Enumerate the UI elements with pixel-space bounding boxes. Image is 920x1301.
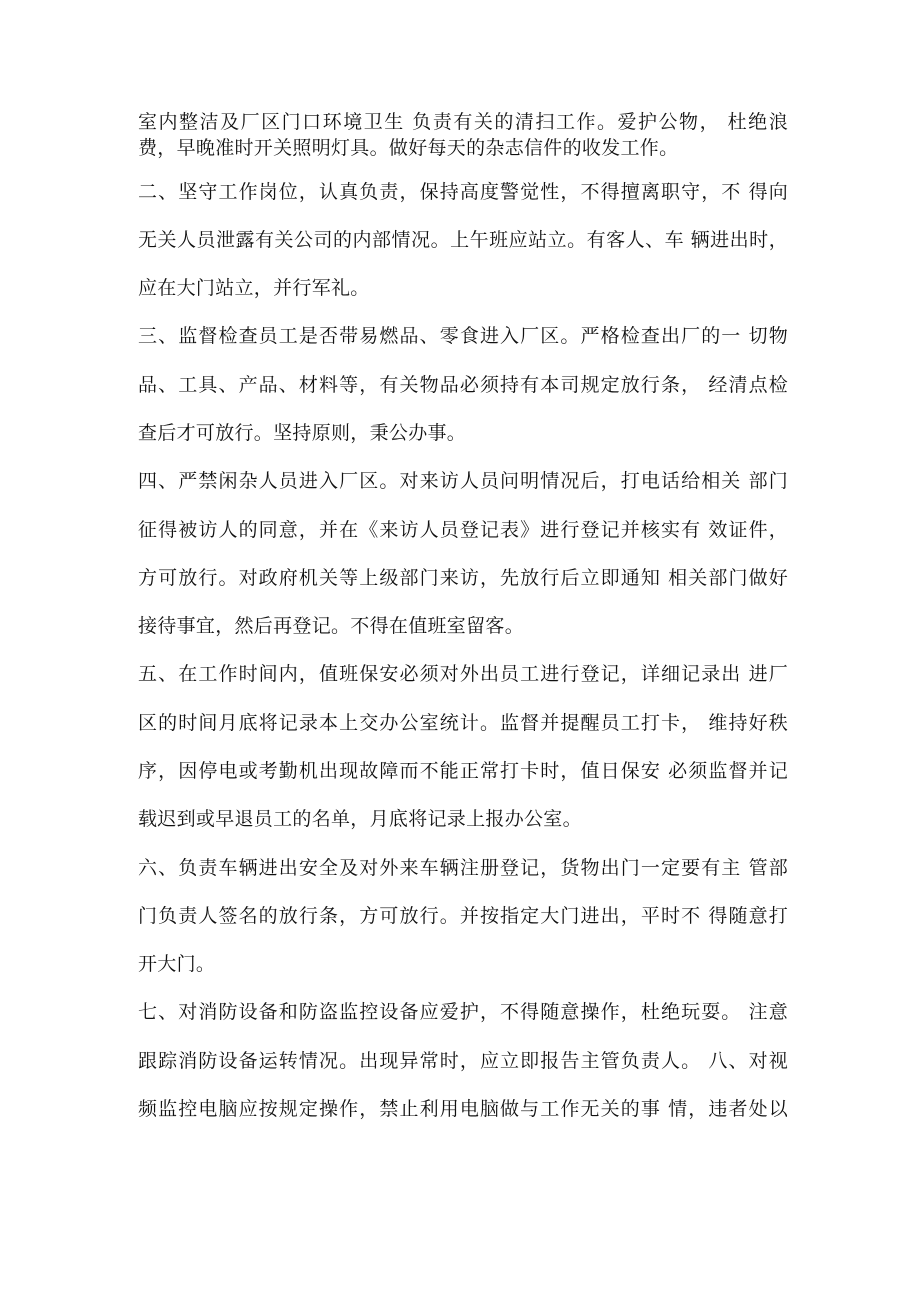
text-line: 无关人员泄露有关公司的内部情况。上午班应站立。有客人、车 辆进出时， [138, 229, 788, 251]
text-line: 应在大门站立，并行军礼。 [138, 277, 370, 299]
text-line: 六、负责车辆进出安全及对外来车辆注册登记，货物出门一定要有主 管部 [138, 857, 788, 879]
text-line: 三、监督检查员工是否带易燃品、零食进入厂区。严格检查出厂的一 切物 [138, 325, 788, 347]
text-line: 接待事宜，然后再登记。不得在值班室留客。 [138, 615, 525, 637]
text-line: 跟踪消防设备运转情况。出现异常时，应立即报告主管负责人。 八、对视 [138, 1050, 788, 1072]
text-line: 七、对消防设备和防盗监控设备应爱护，不得随意操作，杜绝玩耍。 注意 [138, 1001, 788, 1023]
text-line: 四、严禁闲杂人员进入厂区。对来访人员问明情况后，打电话给相关 部门 [138, 470, 788, 492]
text-line: 五、在工作时间内，值班保安必须对外出员工进行登记，详细记录出 进厂 [138, 663, 788, 685]
text-line: 区的时间月底将记录本上交办公室统计。监督并提醒员工打卡， 维持好秩 [138, 712, 788, 734]
text-line: 方可放行。对政府机关等上级部门来访，先放行后立即通知 相关部门做好 [138, 567, 788, 589]
text-line: 征得被访人的同意，并在《来访人员登记表》进行登记并核实有 效证件， [138, 519, 788, 541]
text-line: 载迟到或早退员工的名单，月底将记录上报办公室。 [138, 808, 582, 830]
text-line: 费，早晚准时开关照明灯具。做好每天的杂志信件的收发工作。 [138, 137, 679, 159]
text-line: 二、坚守工作岗位，认真负责，保持高度警觉性，不得擅离职守，不 得向 [138, 181, 788, 203]
text-line: 频监控电脑应按规定操作，禁止利用电脑做与工作无关的事 情，违者处以 [138, 1098, 788, 1120]
text-line: 门负责人签名的放行条，方可放行。并按指定大门进出，平时不 得随意打 [138, 905, 788, 927]
text-line: 查后才可放行。坚持原则，秉公办事。 [138, 422, 467, 444]
text-line: 序，因停电或考勤机出现故障而不能正常打卡时，值日保安 必须监督并记 [138, 760, 788, 782]
text-line: 开大门。 [138, 953, 216, 975]
text-line: 品、工具、产品、材料等，有关物品必须持有本司规定放行条， 经清点检 [138, 374, 788, 396]
text-line: 室内整洁及厂区门口环境卫生 负责有关的清扫工作。爱护公物， 杜绝浪 [138, 111, 788, 133]
